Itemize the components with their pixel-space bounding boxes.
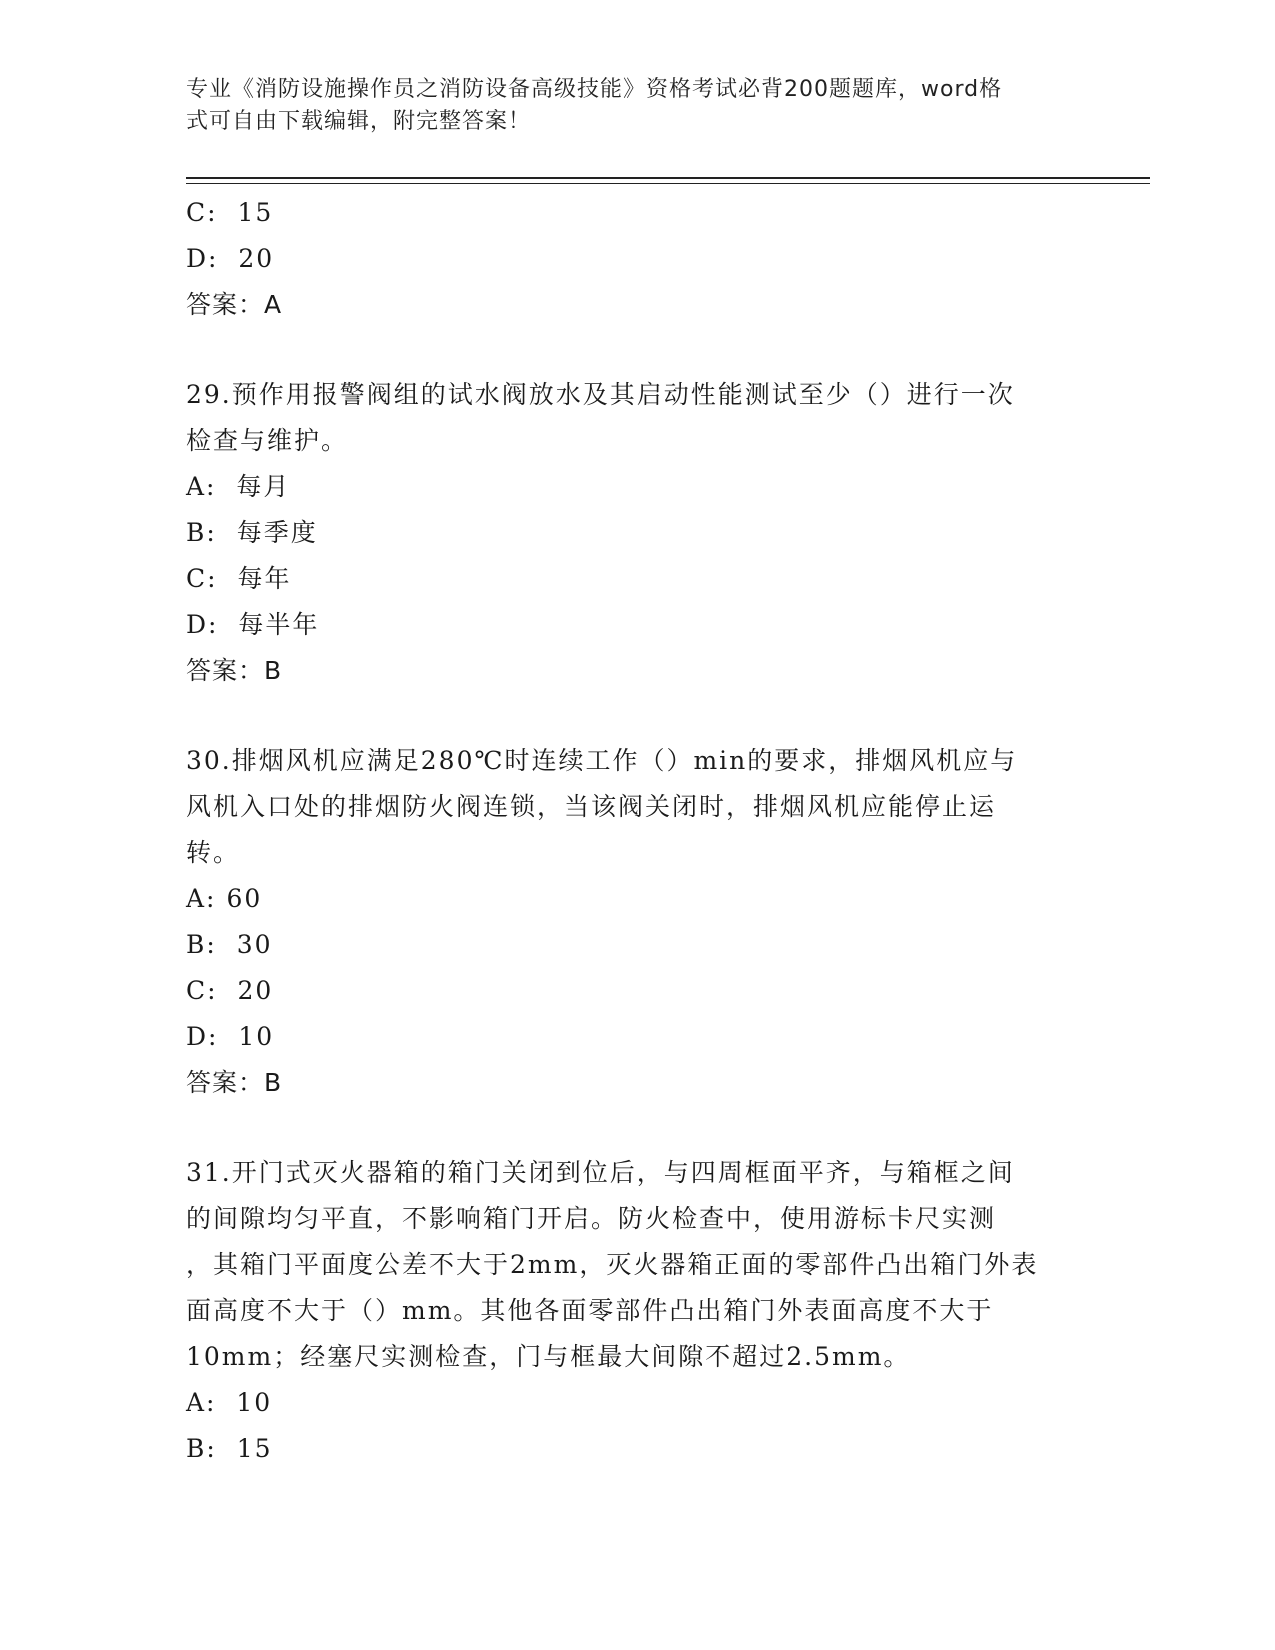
option-a: A: 10 <box>186 1388 273 1417</box>
question-31-line-2: 的间隙均匀平直，不影响箱门开启。防火检查中，使用游标卡尺实测 <box>186 1204 997 1233</box>
option-d: D: 每半年 <box>186 610 320 639</box>
option-b: B: 30 <box>186 930 273 959</box>
prev-question-options <box>186 190 1086 282</box>
question-31-line-3: ，其箱门平面度公差不大于2mm，灭火器箱正面的零部件凸出箱门外表 <box>186 1250 1039 1279</box>
question-31 <box>186 1150 1086 1380</box>
header-line-1: 专业《消防设施操作员之消防设备高级技能》资格考试必背200题题库，word格 <box>186 77 1003 102</box>
option-a: A: 60 <box>186 884 263 913</box>
option-c: C: 20 <box>186 976 274 1005</box>
document-body <box>186 190 1086 1472</box>
question-30 <box>186 738 1086 876</box>
question-29 <box>186 372 1086 464</box>
question-30-line-2: 风机入口处的排烟防火阀连锁，当该阀关闭时，排烟风机应能停止运 <box>186 792 997 821</box>
question-31-line-5: 10mm；经塞尺实测检查，门与框最大间隙不超过2.5mm。 <box>186 1342 911 1371</box>
option-a: A: 每月 <box>186 472 291 501</box>
document-header <box>186 74 1066 138</box>
question-30-options <box>186 876 1086 1060</box>
question-31-options <box>186 1380 1086 1472</box>
prev-question-answer: 答案：A <box>186 290 283 319</box>
header-divider-thick <box>186 177 1150 179</box>
option-b: B: 15 <box>186 1434 273 1463</box>
question-29-line-1: 29.预作用报警阀组的试水阀放水及其启动性能测试至少（）进行一次 <box>186 380 1015 409</box>
option-c: C: 每年 <box>186 564 292 593</box>
option-d: D: 10 <box>186 1022 275 1051</box>
question-30-line-3: 转。 <box>186 838 241 867</box>
question-30-answer: 答案：B <box>186 1068 283 1097</box>
option-c: C: 15 <box>186 198 274 227</box>
question-31-line-1: 31.开门式灭火器箱的箱门关闭到位后，与四周框面平齐，与箱框之间 <box>186 1158 1015 1187</box>
question-29-line-2: 检查与维护。 <box>186 426 349 455</box>
option-d: D: 20 <box>186 244 275 273</box>
option-b: B: 每季度 <box>186 518 318 547</box>
question-30-line-1: 30.排烟风机应满足280℃时连续工作（）min的要求，排烟风机应与 <box>186 746 1018 775</box>
question-31-line-4: 面高度不大于（）mm。其他各面零部件凸出箱门外表面高度不大于 <box>186 1296 994 1325</box>
question-29-options <box>186 464 1086 648</box>
header-divider-thin <box>186 183 1150 184</box>
question-29-answer: 答案：B <box>186 656 283 685</box>
header-line-2: 式可自由下载编辑，附完整答案！ <box>186 109 532 134</box>
